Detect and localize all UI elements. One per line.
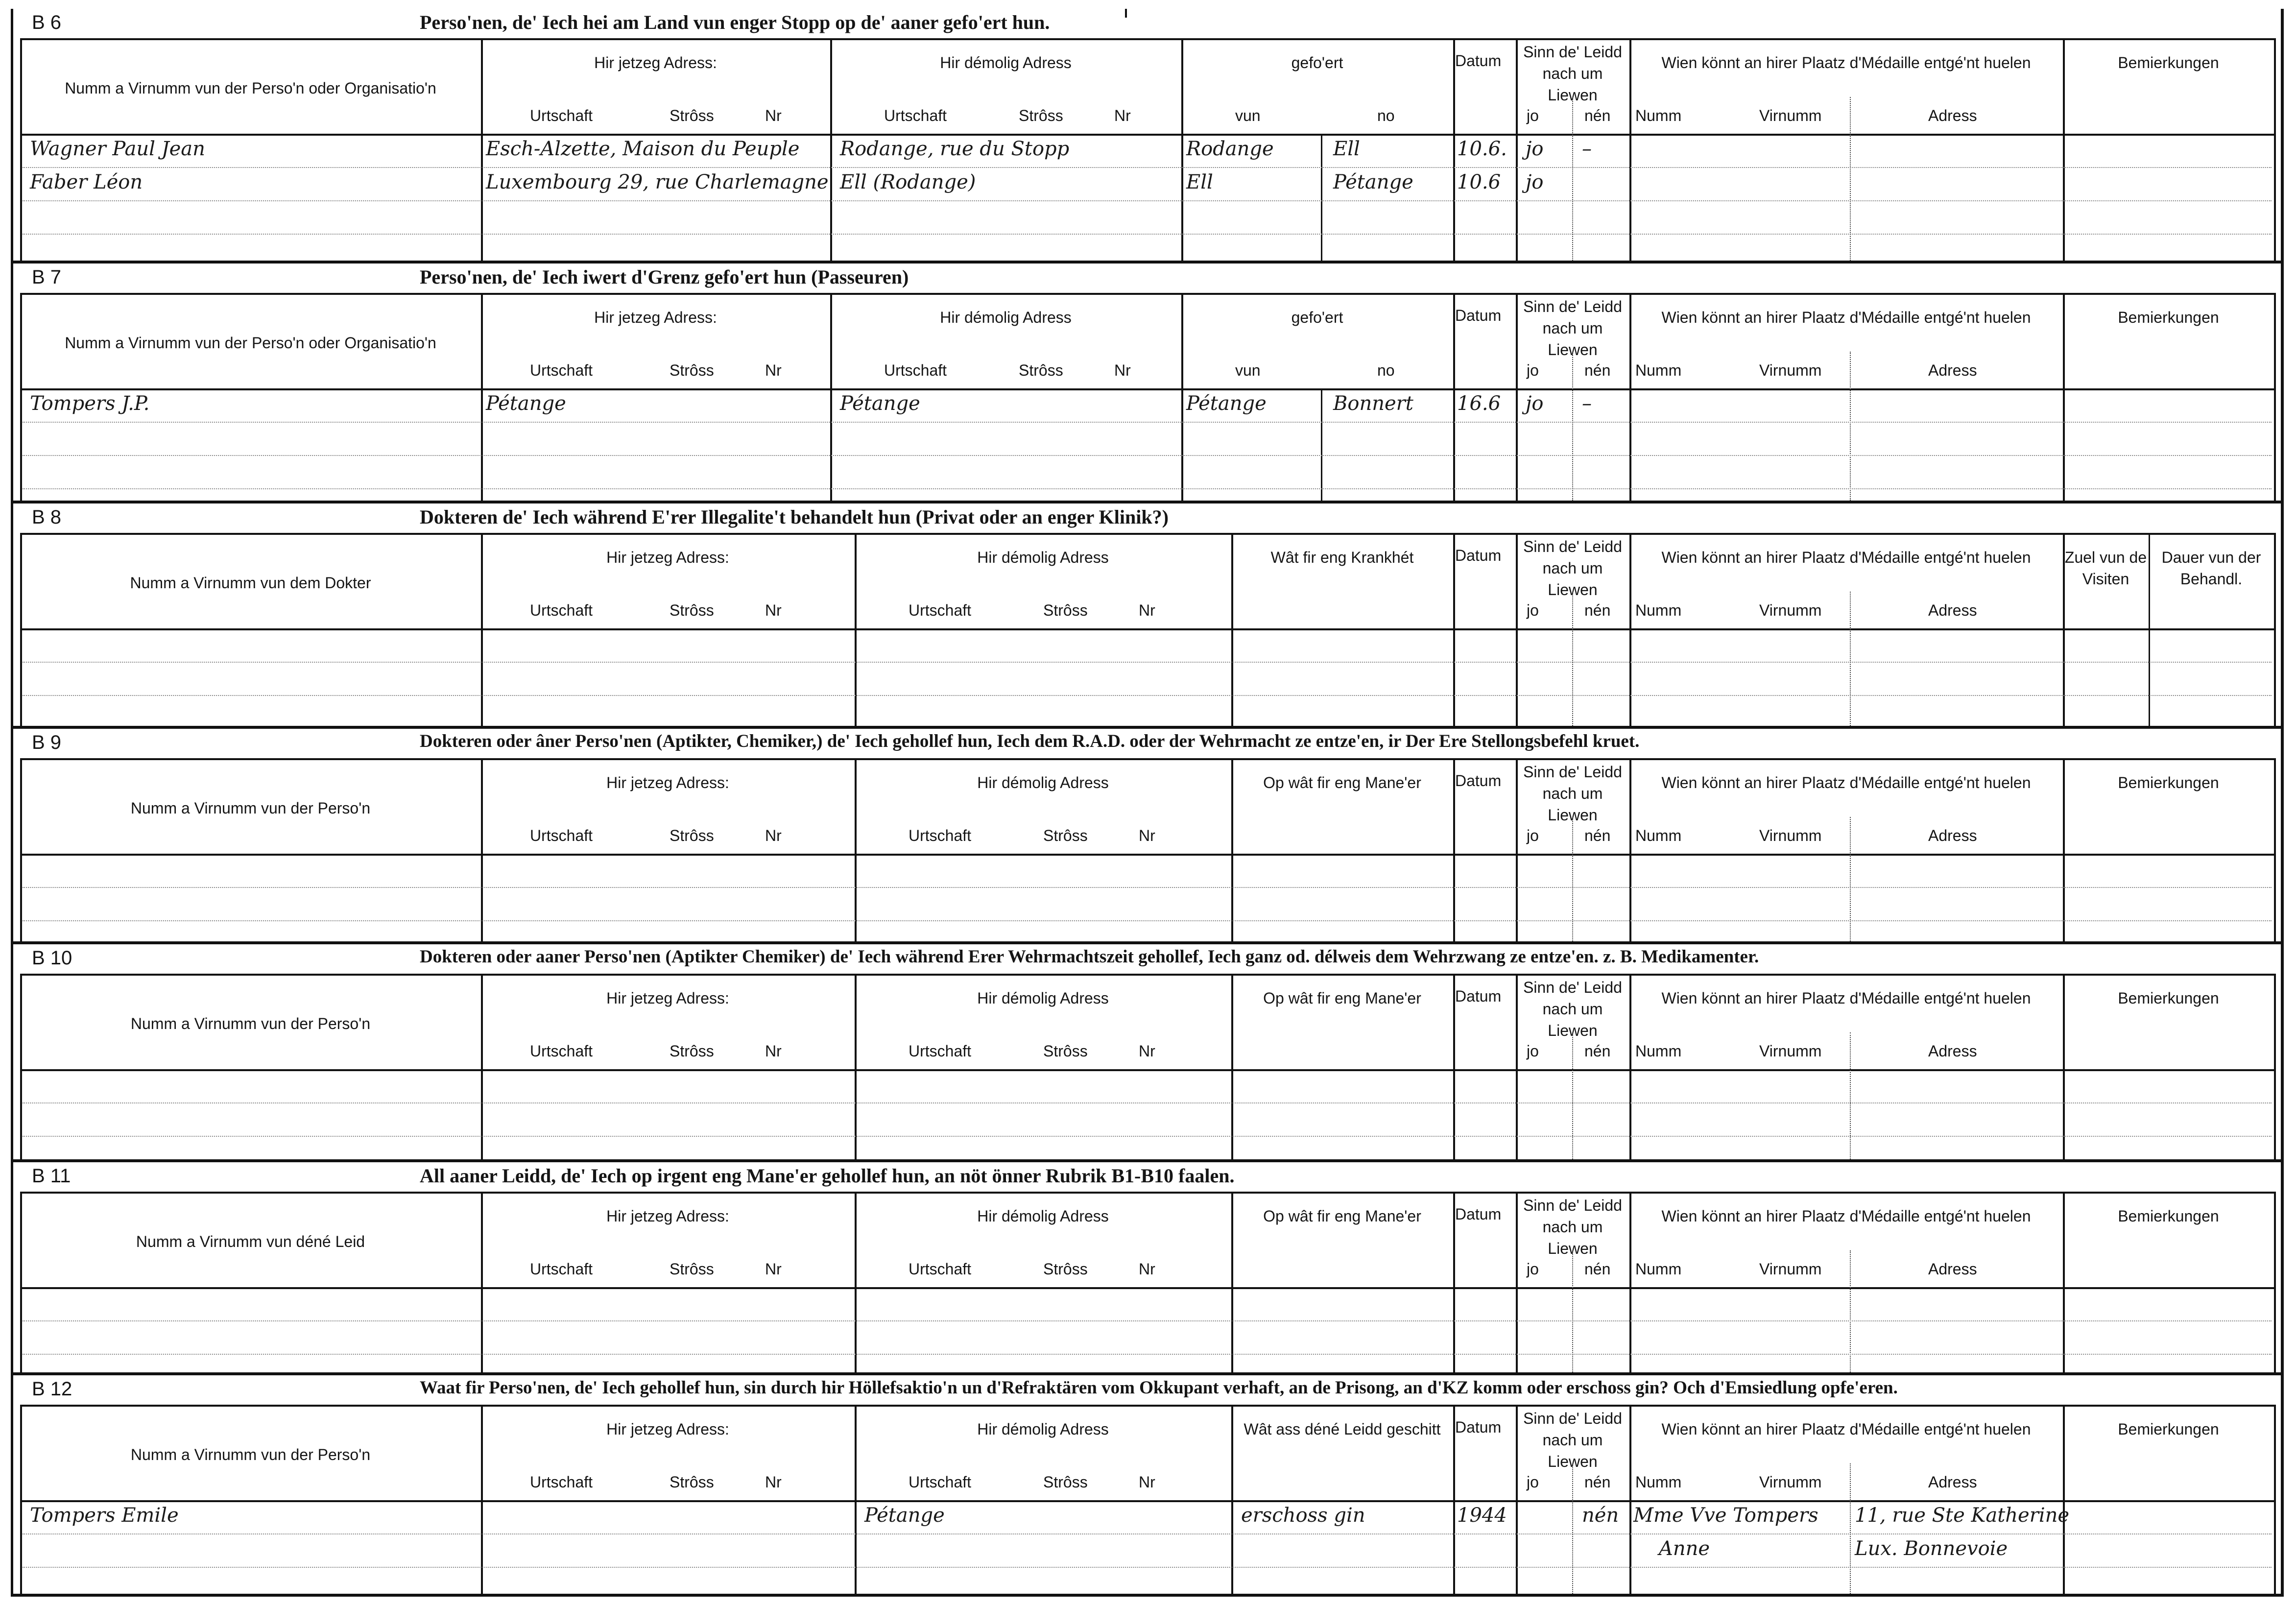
column-line [2274, 1405, 2276, 1594]
alive-header: Sinn de' Leidd nach um Liewen [1523, 979, 1622, 1039]
jo-label: jo [1527, 1473, 1539, 1491]
virnumm-label: Virnumm [1759, 601, 1822, 619]
section-code: B 10 [32, 947, 72, 969]
entry-alive: jo [1526, 392, 1544, 415]
urtschaft-label: Urtschaft [530, 1260, 593, 1278]
nen-label: nén [1584, 827, 1611, 844]
section-title: Dokteren oder âner Perso'nen (Aptikter, Chemiker,) de' Iech gehollef hun, Iech dem R.A.D. oder der Wehrmacht ze entze'en, ir Der Ere Stellongsbefehl kruet. [420, 731, 1640, 751]
row-line [20, 134, 2274, 136]
remarks-header: Bemierkungen [2118, 54, 2219, 72]
section-b11 [13, 1162, 2281, 1375]
medal-header: Wien könnt an hirer Plaatz d'Médaille entgé'nt huelen [1661, 774, 2031, 791]
section-b8 [13, 503, 2281, 729]
stross-label: Strôss [1043, 601, 1088, 619]
stross-label: Strôss [670, 361, 714, 379]
section-title: All aaner Leidd, de' Iech op irgent eng Mane'er gehollef hun, an nöt önner Rubrik B1-B10 faalen. [420, 1165, 1235, 1187]
column-name-header: Numm a Virnumm vun déné Leid [136, 1233, 365, 1250]
column-line [20, 1405, 22, 1594]
numm-label: Numm [1635, 1042, 1682, 1060]
row-line [23, 1567, 2272, 1568]
nen-label: nén [1584, 601, 1611, 619]
from-label: vun [1235, 107, 1261, 124]
section-b6 [13, 9, 2281, 264]
urtschaft-label: Urtschaft [909, 601, 972, 619]
stross-label: Strôss [1043, 827, 1088, 844]
adress-label: Adress [1928, 1042, 1977, 1060]
entry-old-address: Pétange [840, 392, 920, 415]
datum-label: Datum [1455, 987, 1502, 1005]
jo-label: jo [1527, 1042, 1539, 1060]
medal-header: Wien könnt an hirer Plaatz d'Médaille entgé'nt huelen [1661, 54, 2031, 72]
stross-label: Strôss [670, 601, 714, 619]
row-line [23, 1533, 2272, 1534]
row-line [20, 38, 2274, 40]
entry-old-address: Ell (Rodange) [840, 171, 976, 193]
column-old-address-header: Hir démolig Adress [977, 1207, 1109, 1225]
section-code: B 11 [32, 1165, 71, 1187]
entry-medal-address: 11, rue Ste Katherine [1855, 1504, 2070, 1527]
urtschaft-label: Urtschaft [909, 1260, 972, 1278]
entry-date: 1944 [1457, 1504, 1507, 1527]
row-line [23, 920, 2272, 921]
datum-label: Datum [1455, 772, 1502, 790]
column-name-header: Numm a Virnumm vun der Perso'n oder Organisatio'n [65, 334, 436, 352]
entry-medal-firstname: Anne [1659, 1537, 1710, 1560]
column-old-address-header: Hir démolig Adress [977, 1420, 1109, 1438]
numm-label: Numm [1635, 107, 1682, 124]
nr-label: Nr [1139, 827, 1155, 844]
nen-label: nén [1584, 1260, 1611, 1278]
entry-date: 10.6. [1457, 138, 1507, 160]
row-line [20, 388, 2274, 390]
row-line [20, 293, 2274, 295]
stross-label: Strôss [1043, 1042, 1088, 1060]
column-name-header: Numm a Virnumm vun der Perso'n [130, 799, 371, 817]
stross-label: Strôss [670, 827, 714, 844]
medal-header: Wien könnt an hirer Plaatz d'Médaille entgé'nt huelen [1661, 309, 2031, 326]
column-line [1850, 1032, 1851, 1159]
adress-label: Adress [1928, 107, 1977, 124]
column-line [2274, 1192, 2276, 1372]
urtschaft-label: Urtschaft [530, 827, 593, 844]
medal-header: Wien könnt an hirer Plaatz d'Médaille entgé'nt huelen [1661, 989, 2031, 1007]
nr-label: Nr [765, 361, 782, 379]
row-line [23, 1136, 2272, 1137]
section-title: Waat fir Perso'nen, de' Iech gehollef hun, sin durch hir Höllefsaktio'n un d'Refraktären vom Okkupant verhaft, an de Prisong, an d'KZ komm oder erschoss gin? Och d'Emsiedlung opfe'eren. [420, 1378, 1898, 1398]
virnumm-label: Virnumm [1759, 107, 1822, 124]
column-current-address-header: Hir jetzeg Adress: [606, 989, 729, 1007]
row-line [23, 695, 2272, 696]
alive-header: Sinn de' Leidd nach um Liewen [1523, 538, 1622, 599]
section-b10 [13, 944, 2281, 1162]
urtschaft-label: Urtschaft [884, 107, 947, 124]
nr-label: Nr [1139, 1042, 1155, 1060]
column-old-address-header: Hir démolig Adress [977, 549, 1109, 566]
stross-label: Strôss [1019, 361, 1063, 379]
remarks-header: Bemierkungen [2118, 774, 2219, 791]
column-detail-header: gefo'ert [1291, 309, 1343, 326]
urtschaft-label: Urtschaft [884, 361, 947, 379]
entry-old-address: Rodange, rue du Stopp [840, 138, 1070, 160]
entry-current-address: Luxembourg 29, rue Charlemagne [486, 171, 829, 193]
numm-label: Numm [1635, 827, 1682, 844]
datum-label: Datum [1455, 52, 1502, 70]
column-line [1850, 592, 1851, 726]
column-line [1453, 38, 1455, 261]
section-title: Perso'nen, de' Iech hei am Land vun enger Stopp op de' aaner gefo'ert hun. [420, 11, 1050, 33]
adress-label: Adress [1928, 1473, 1977, 1491]
row-line [20, 1500, 2274, 1502]
numm-label: Numm [1635, 1260, 1682, 1278]
datum-label: Datum [1455, 1205, 1502, 1223]
entry-to: Ell [1333, 138, 1360, 160]
entry-from: Ell [1186, 171, 1213, 193]
entry-alive: jo [1526, 138, 1544, 160]
nr-label: Nr [1139, 1473, 1155, 1491]
urtschaft-label: Urtschaft [909, 1473, 972, 1491]
row-line [23, 167, 2272, 168]
row-line [23, 1102, 2272, 1103]
alive-header: Sinn de' Leidd nach um Liewen [1523, 1197, 1622, 1257]
entry-to: Pétange [1333, 171, 1413, 193]
form-page [11, 9, 2284, 1597]
column-line [1572, 1032, 1573, 1159]
column-old-address-header: Hir démolig Adress [977, 989, 1109, 1007]
column-line [1850, 97, 1851, 261]
adress-label: Adress [1928, 1260, 1977, 1278]
virnumm-label: Virnumm [1759, 1042, 1822, 1060]
row-line [20, 1192, 2274, 1194]
virnumm-label: Virnumm [1759, 1473, 1822, 1491]
column-line [2274, 38, 2276, 261]
column-line [20, 293, 22, 501]
section-code: B 12 [32, 1378, 72, 1400]
column-name-header: Numm a Virnumm vun der Perso'n oder Organisatio'n [65, 79, 436, 97]
urtschaft-label: Urtschaft [530, 1473, 593, 1491]
duration-header: Dauer vun der Behandl. [2161, 549, 2261, 588]
nen-label: nén [1584, 107, 1611, 124]
entry-from: Pétange [1186, 392, 1267, 415]
column-old-address-header: Hir démolig Adress [940, 309, 1072, 326]
section-title: Dokteren oder aaner Perso'nen (Aptikter Chemiker) de' Iech während Erer Wehrmachtszeit gehollef, Iech ganz od. délweis dem Wehrzwang ze entze'en. z. B. Medikamenter. [420, 947, 1759, 967]
datum-label: Datum [1455, 547, 1502, 564]
column-line [1850, 352, 1851, 501]
urtschaft-label: Urtschaft [530, 361, 593, 379]
column-line [1572, 592, 1573, 726]
row-line [23, 662, 2272, 663]
column-name-header: Numm a Virnumm vun der Perso'n [130, 1015, 371, 1032]
row-line [20, 533, 2274, 535]
visits-header: Zuel vun de Visiten [2064, 549, 2147, 588]
nr-label: Nr [1114, 107, 1131, 124]
row-line [20, 1069, 2274, 1071]
row-line [20, 974, 2274, 976]
column-current-address-header: Hir jetzeg Adress: [606, 1420, 729, 1438]
entry-date: 16.6 [1457, 392, 1501, 415]
entry-to: Bonnert [1333, 392, 1413, 415]
column-line [1850, 1463, 1851, 1594]
nr-label: Nr [765, 107, 782, 124]
row-line [23, 234, 2272, 235]
row-line [20, 628, 2274, 630]
jo-label: jo [1527, 601, 1539, 619]
column-line [2274, 974, 2276, 1159]
column-line [20, 38, 22, 261]
adress-label: Adress [1928, 601, 1977, 619]
urtschaft-label: Urtschaft [530, 107, 593, 124]
adress-label: Adress [1928, 361, 1977, 379]
row-line [20, 758, 2274, 760]
column-detail-header: Op wât fir eng Mane'er [1263, 989, 1421, 1007]
numm-label: Numm [1635, 601, 1682, 619]
stross-label: Strôss [1043, 1473, 1088, 1491]
to-label: no [1377, 361, 1395, 379]
nr-label: Nr [765, 827, 782, 844]
column-line [20, 758, 22, 941]
nr-label: Nr [765, 1260, 782, 1278]
row-line [23, 1320, 2272, 1321]
alive-header: Sinn de' Leidd nach um Liewen [1523, 298, 1622, 359]
stross-label: Strôss [670, 107, 714, 124]
stross-label: Strôss [1019, 107, 1063, 124]
column-line [20, 974, 22, 1159]
section-b7 [13, 264, 2281, 503]
row-line [20, 854, 2274, 856]
section-code: B 9 [32, 732, 62, 753]
column-line [1572, 352, 1573, 501]
section-title: Dokteren de' Iech während E'rer Illegalite't behandelt hun (Privat oder an enger Klinik?) [420, 506, 1169, 528]
jo-label: jo [1527, 361, 1539, 379]
remarks-header: Bemierkungen [2118, 1420, 2219, 1438]
medal-header: Wien könnt an hirer Plaatz d'Médaille entgé'nt huelen [1661, 549, 2031, 566]
entry-name: Wagner Paul Jean [30, 138, 205, 160]
column-line [1572, 817, 1573, 941]
column-line [2274, 758, 2276, 941]
adress-label: Adress [1928, 827, 1977, 844]
urtschaft-label: Urtschaft [909, 827, 972, 844]
alive-header: Sinn de' Leidd nach um Liewen [1523, 43, 1622, 104]
urtschaft-label: Urtschaft [909, 1042, 972, 1060]
medal-header: Wien könnt an hirer Plaatz d'Médaille entgé'nt huelen [1661, 1420, 2031, 1438]
entry-name: Tompers Emile [30, 1504, 179, 1527]
column-current-address-header: Hir jetzeg Adress: [594, 309, 717, 326]
remarks-header: Bemierkungen [2118, 309, 2219, 326]
urtschaft-label: Urtschaft [530, 601, 593, 619]
alive-header: Sinn de' Leidd nach um Liewen [1523, 763, 1622, 824]
column-detail-header: gefo'ert [1291, 54, 1343, 72]
nr-label: Nr [765, 1042, 782, 1060]
entry-dead: – [1582, 392, 1592, 415]
alive-header: Sinn de' Leidd nach um Liewen [1523, 1410, 1622, 1470]
jo-label: jo [1527, 827, 1539, 844]
entry-alive: jo [1526, 171, 1544, 193]
stross-label: Strôss [1043, 1260, 1088, 1278]
medal-header: Wien könnt an hirer Plaatz d'Médaille entgé'nt huelen [1661, 1207, 2031, 1225]
column-current-address-header: Hir jetzeg Adress: [594, 54, 717, 72]
numm-label: Numm [1635, 361, 1682, 379]
entry-what-happened: erschoss gin [1241, 1504, 1365, 1527]
section-code: B 6 [32, 12, 62, 33]
entry-dead: nén [1582, 1504, 1619, 1527]
section-b9 [13, 729, 2281, 944]
column-current-address-header: Hir jetzeg Adress: [606, 774, 729, 791]
stross-label: Strôss [670, 1042, 714, 1060]
nr-label: Nr [765, 601, 782, 619]
section-code: B 8 [32, 506, 62, 528]
column-line [1850, 817, 1851, 941]
datum-label: Datum [1455, 307, 1502, 324]
nr-label: Nr [1114, 361, 1131, 379]
stross-label: Strôss [670, 1473, 714, 1491]
remarks-header: Bemierkungen [2118, 1207, 2219, 1225]
column-old-address-header: Hir démolig Adress [977, 774, 1109, 791]
column-line [1572, 97, 1573, 261]
nr-label: Nr [765, 1473, 782, 1491]
column-line [20, 1192, 22, 1372]
column-current-address-header: Hir jetzeg Adress: [606, 1207, 729, 1225]
row-line [23, 422, 2272, 423]
column-line [2274, 293, 2276, 501]
remarks-header: Bemierkungen [2118, 989, 2219, 1007]
entry-medal-address-2: Lux. Bonnevoie [1855, 1537, 2008, 1560]
entry-current-address: Esch-Alzette, Maison du Peuple [486, 138, 800, 160]
column-detail-header: Wât fir eng Krankhét [1270, 549, 1414, 566]
entry-name: Faber Léon [30, 171, 143, 193]
nr-label: Nr [1139, 601, 1155, 619]
nen-label: nén [1584, 361, 1611, 379]
entry-dead: – [1582, 138, 1592, 160]
entry-medal-name: Mme Vve Tompers [1633, 1504, 1818, 1527]
stross-label: Strôss [670, 1260, 714, 1278]
virnumm-label: Virnumm [1759, 1260, 1822, 1278]
jo-label: jo [1527, 1260, 1539, 1278]
row-line [23, 455, 2272, 456]
nen-label: nén [1584, 1473, 1611, 1491]
jo-label: jo [1527, 107, 1539, 124]
entry-name: Tompers J.P. [30, 392, 150, 415]
column-detail-header: Op wât fir eng Mane'er [1263, 774, 1421, 791]
entry-current-address: Pétange [486, 392, 566, 415]
numm-label: Numm [1635, 1473, 1682, 1491]
column-old-address-header: Hir démolig Adress [940, 54, 1072, 72]
column-line [1321, 388, 1322, 501]
urtschaft-label: Urtschaft [530, 1042, 593, 1060]
column-name-header: Numm a Virnumm vun dem Dokter [130, 574, 371, 592]
row-line [23, 488, 2272, 489]
entry-from: Rodange [1186, 138, 1274, 160]
entry-date: 10.6 [1457, 171, 1501, 193]
row-line [23, 887, 2272, 888]
column-line [1321, 134, 1322, 261]
row-line [20, 1405, 2274, 1407]
column-line [2274, 533, 2276, 726]
virnumm-label: Virnumm [1759, 361, 1822, 379]
row-line [20, 1287, 2274, 1289]
column-name-header: Numm a Virnumm vun der Perso'n [130, 1446, 371, 1463]
to-label: no [1377, 107, 1395, 124]
row-line [23, 1354, 2272, 1355]
column-detail-header: Wât ass déné Leidd geschitt [1244, 1420, 1441, 1438]
from-label: vun [1235, 361, 1261, 379]
column-line [1572, 1463, 1573, 1594]
section-code: B 7 [32, 266, 62, 288]
section-title: Perso'nen, de' Iech iwert d'Grenz gefo'ert hun (Passeuren) [420, 266, 909, 288]
nen-label: nén [1584, 1042, 1611, 1060]
entry-old-address: Pétange [864, 1504, 945, 1527]
row-line [23, 200, 2272, 201]
column-detail-header: Op wât fir eng Mane'er [1263, 1207, 1421, 1225]
column-current-address-header: Hir jetzeg Adress: [606, 549, 729, 566]
section-b12 [13, 1375, 2281, 1597]
virnumm-label: Virnumm [1759, 827, 1822, 844]
datum-label: Datum [1455, 1418, 1502, 1436]
nr-label: Nr [1139, 1260, 1155, 1278]
